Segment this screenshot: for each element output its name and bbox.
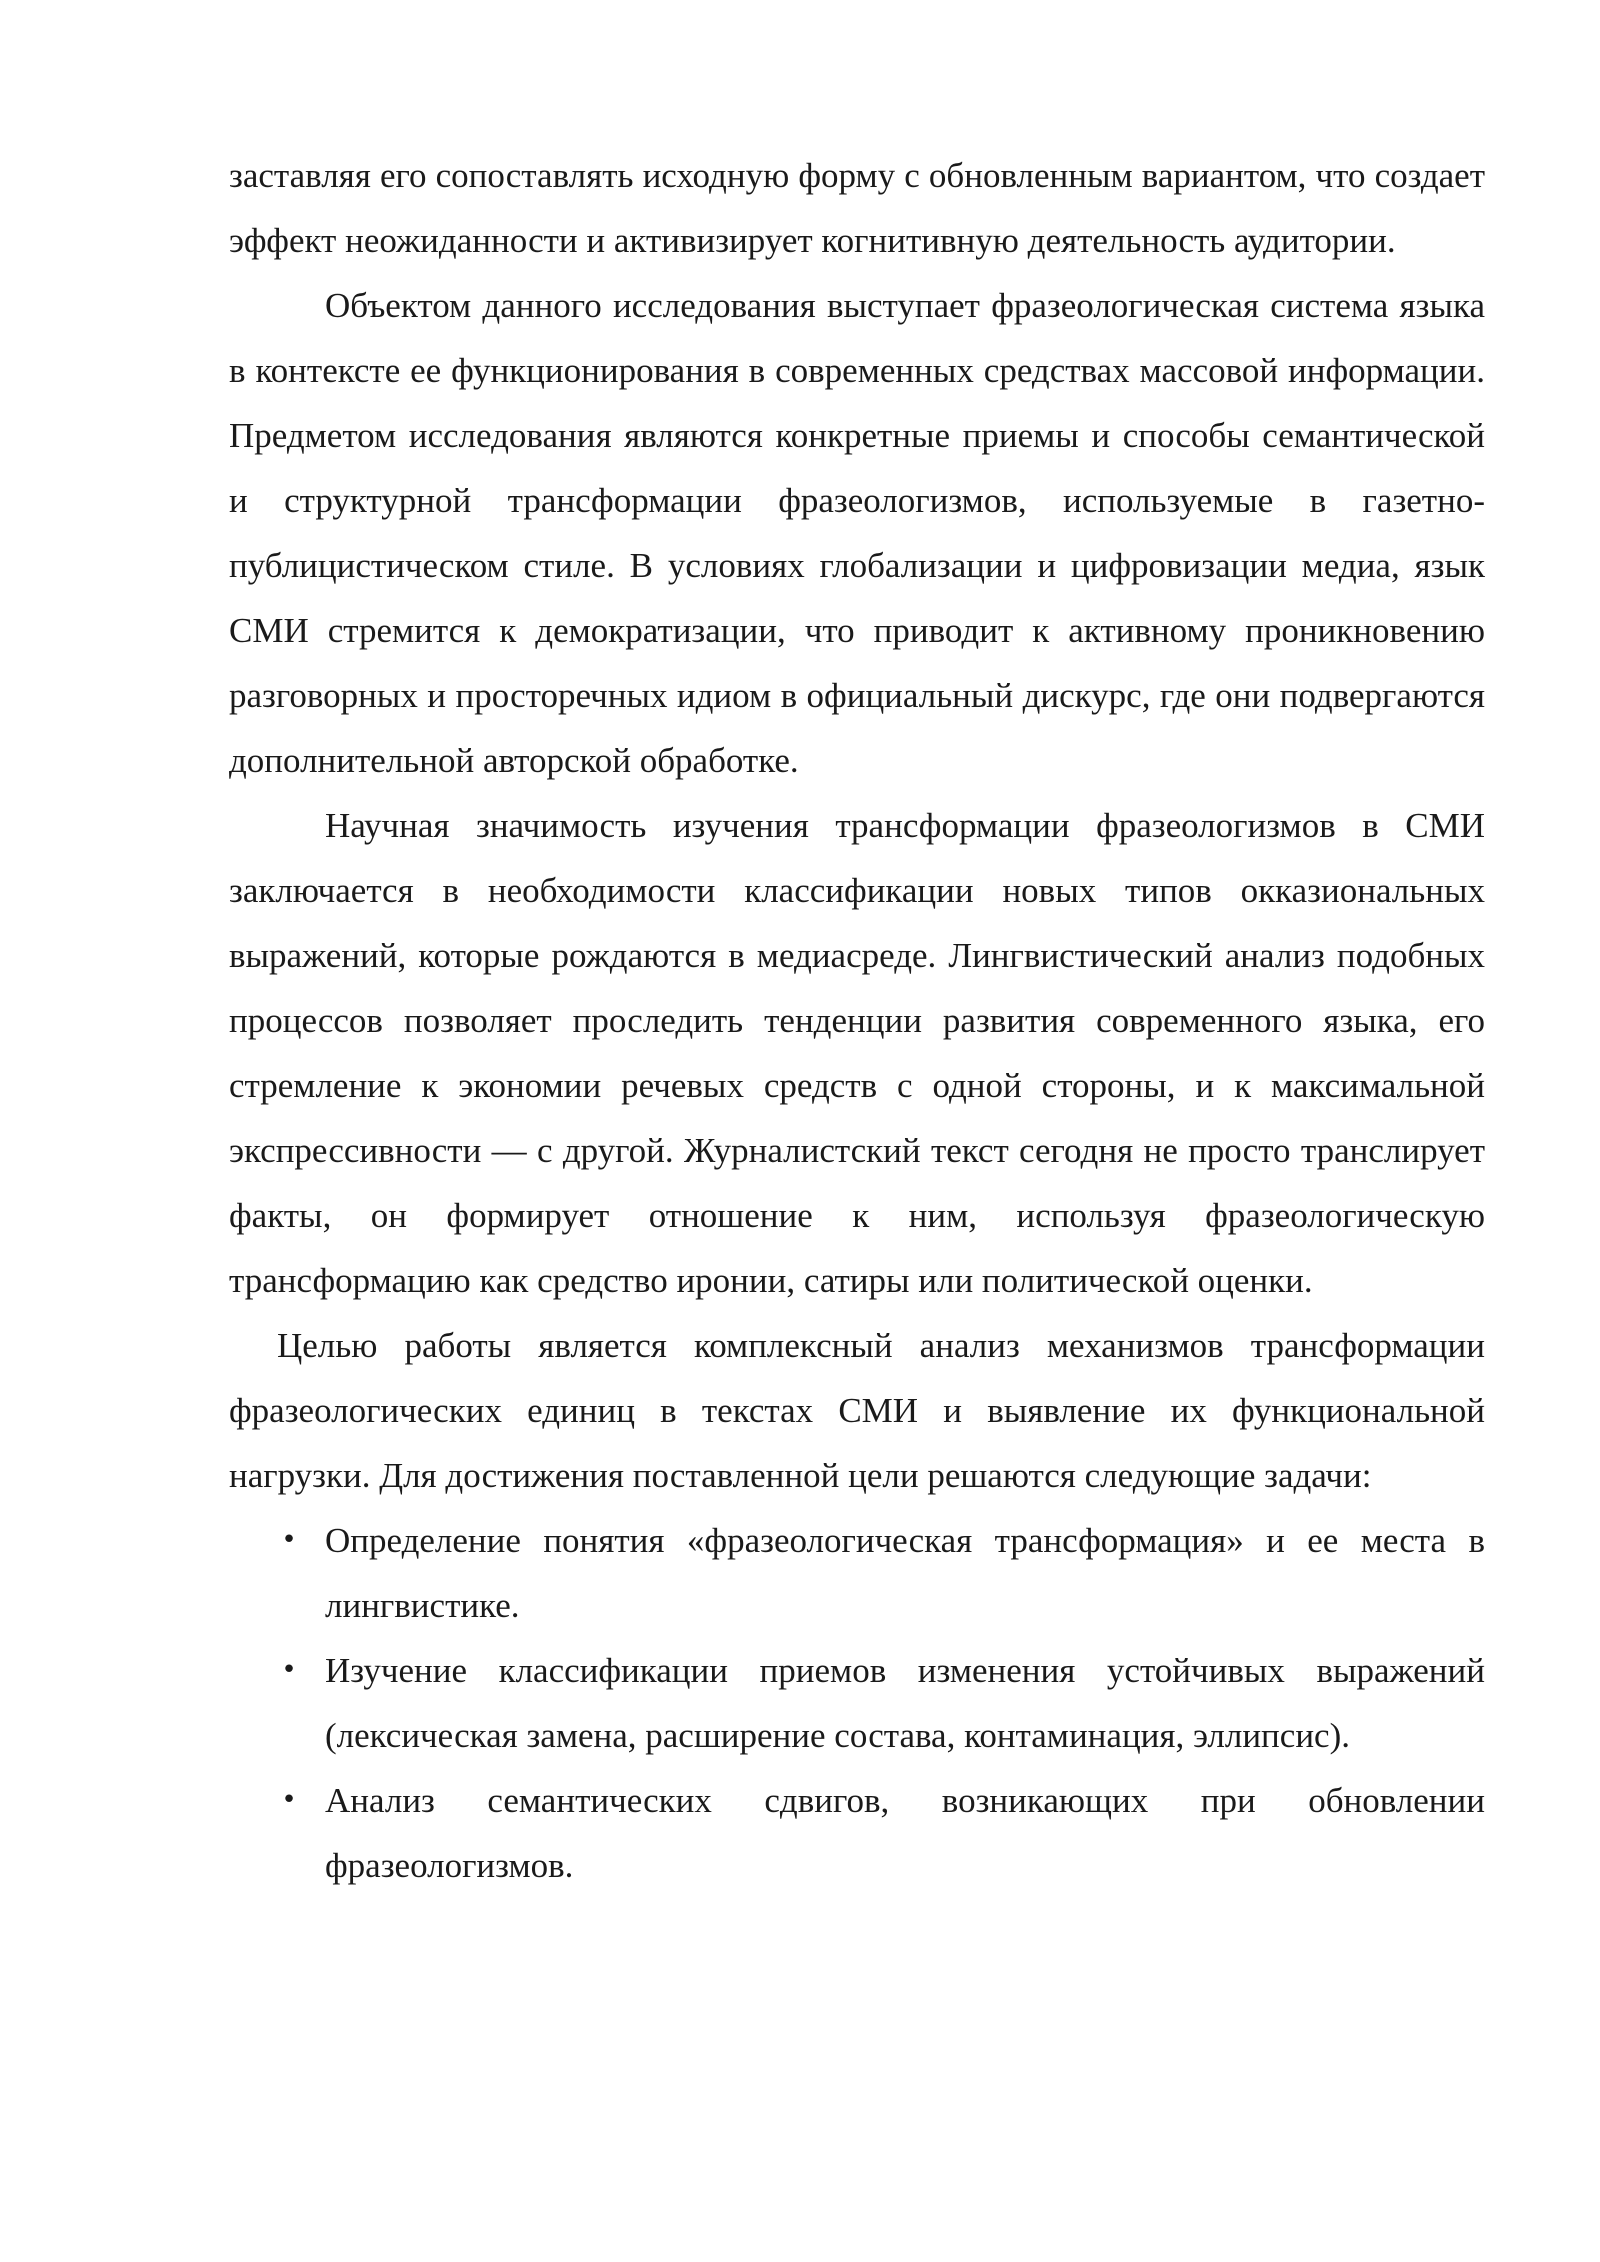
paragraph-scientific-significance: Научная значимость изучения трансформации фразеологизмов в СМИ заключается в необходимости классификации новых типов окказиональных выражений, которые рождаются в медиасреде. Лингвистический анализ подобных процессов позволяет проследить тенденции развития современного языка, его стремление к экономии речевых средств с одной стороны, и к максимальной экспрессивности — с другой. Журналистский текст сегодня не просто транслирует факты, он формирует отношение к ним, используя фразеологическую трансформацию как средство иронии, сатиры или политической оценки. xyxy=(229,806,1485,1300)
paragraph-research-object: Объектом данного исследования выступает фразеологическая система языка в контексте ее функционирования в современных средствах массовой информации. Предметом исследования являются конкретные приемы и способы семантической и структурной трансформации фразеологизмов, используемые в газетно-публицистическом стиле. В условиях глобализации и цифровизации медиа, язык СМИ стремится к демократизации, что приводит к активному проникновению разговорных и просторечных идиом в официальный дискурс, где они подвергаются дополнительной авторской обработке. xyxy=(229,286,1485,780)
paragraph-continuation: заставляя его сопоставлять исходную форму с обновленным вариантом, что создает эффект неожиданности и активизирует когнитивную деятельность аудитории. xyxy=(229,156,1485,260)
task-list-item xyxy=(229,1638,1485,1768)
task-text: Анализ семантических сдвигов, возникающих при обновлении фразеологизмов. xyxy=(325,1781,1485,1885)
task-text: Определение понятия «фразеологическая трансформация» и ее места в лингвистике. xyxy=(325,1521,1485,1625)
paragraph-research-goal: Целью работы является комплексный анализ механизмов трансформации фразеологических единиц в текстах СМИ и выявление их функциональной нагрузки. Для достижения поставленной цели решаются следующие задачи: xyxy=(229,1326,1485,1495)
bullet-icon: • xyxy=(281,1655,297,1685)
task-list-item xyxy=(229,1768,1485,1898)
document-body xyxy=(229,143,1485,1898)
task-list-item xyxy=(229,1508,1485,1638)
task-text: Изучение классификации приемов изменения устойчивых выражений (лексическая замена, расширение состава, контаминация, эллипсис). xyxy=(325,1651,1485,1755)
bullet-icon: • xyxy=(281,1525,297,1555)
task-list xyxy=(229,1508,1485,1898)
bullet-icon: • xyxy=(281,1785,297,1815)
